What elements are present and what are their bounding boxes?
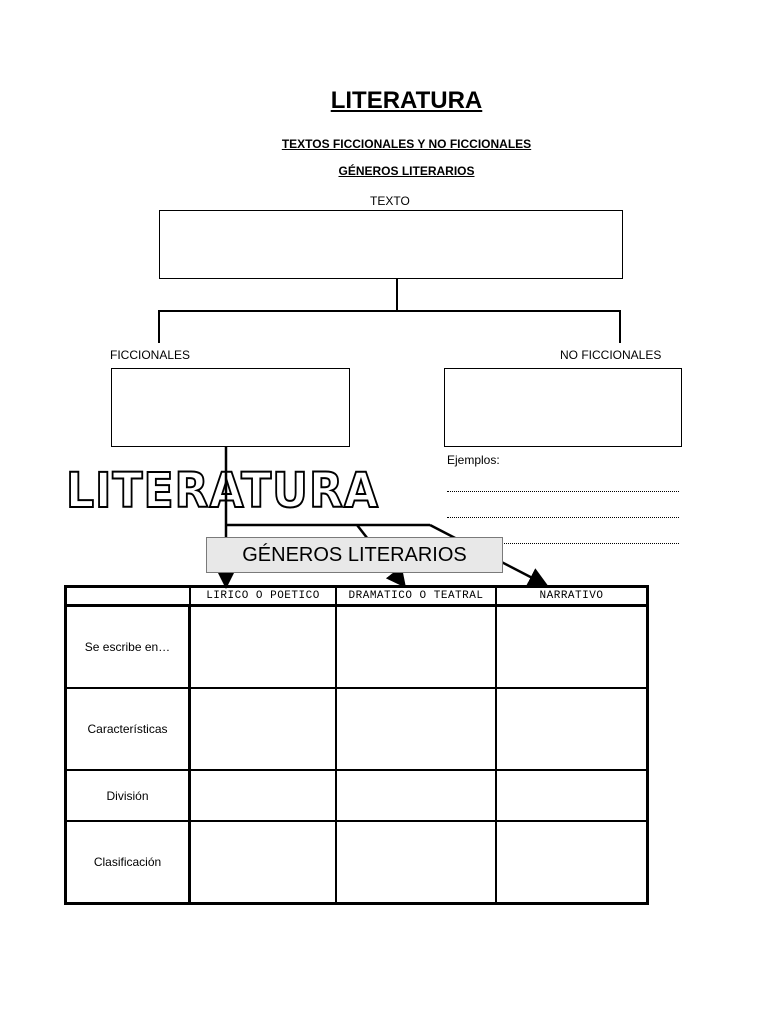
subtitle-textos: TEXTOS FICCIONALES Y NO FICCIONALES <box>281 137 532 151</box>
table-header-row <box>66 587 647 606</box>
table-row <box>66 688 647 770</box>
cell-narrativo-caracteristicas[interactable] <box>496 688 647 770</box>
cell-dramatico-caracteristicas[interactable] <box>336 688 496 770</box>
cell-dramatico-clasificacion[interactable] <box>336 821 496 903</box>
row-label-clasificacion: Clasificación <box>66 821 190 903</box>
cell-lirico-clasificacion[interactable] <box>190 821 336 903</box>
table-header-empty <box>66 587 190 606</box>
cell-dramatico-division[interactable] <box>336 770 496 821</box>
ficcionales-label: FICCIONALES <box>110 348 191 362</box>
literatura-wordart: LITERATURA <box>66 463 379 519</box>
cell-dramatico-se-escribe[interactable] <box>336 606 496 688</box>
col-narrativo: NARRATIVO <box>496 587 647 606</box>
row-label-division: División <box>66 770 190 821</box>
ejemplos-label: Ejemplos: <box>447 453 500 467</box>
table-row <box>66 770 647 821</box>
cell-lirico-caracteristicas[interactable] <box>190 688 336 770</box>
row-label-se-escribe: Se escribe en… <box>66 606 190 688</box>
col-dramatico: DRAMATICO O TEATRAL <box>336 587 496 606</box>
genres-table <box>64 585 649 905</box>
texto-label: TEXTO <box>370 194 410 208</box>
cell-lirico-se-escribe[interactable] <box>190 606 336 688</box>
generos-banner: GÉNEROS LITERARIOS <box>206 537 503 573</box>
cell-narrativo-clasificacion[interactable] <box>496 821 647 903</box>
row-label-caracteristicas: Características <box>66 688 190 770</box>
table-row <box>66 821 647 903</box>
cell-narrativo-division[interactable] <box>496 770 647 821</box>
page-title: LITERATURA <box>330 87 483 114</box>
table-row <box>66 606 647 688</box>
col-lirico: LIRICO O POETICO <box>190 587 336 606</box>
cell-narrativo-se-escribe[interactable] <box>496 606 647 688</box>
cell-lirico-division[interactable] <box>190 770 336 821</box>
no-ficcionales-label: NO FICCIONALES <box>560 348 662 362</box>
subtitle-generos: GÉNEROS LITERARIOS <box>338 164 475 178</box>
